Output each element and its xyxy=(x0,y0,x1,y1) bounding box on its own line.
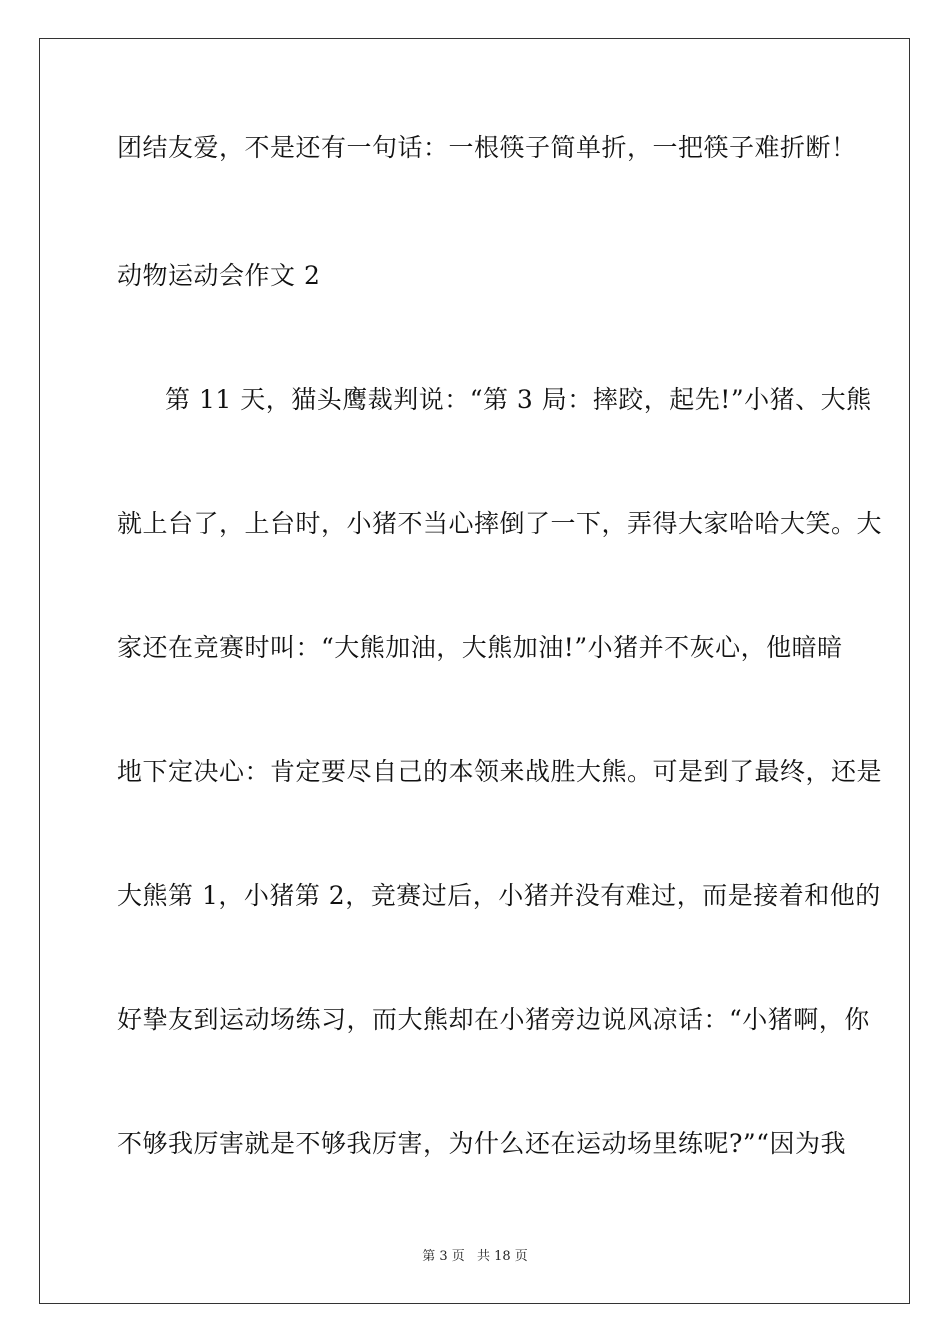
paragraph-line: 家还在竞赛时叫：“大熊加油，大熊加油!”小猪并不灰心，他暗暗 xyxy=(117,633,843,662)
page-footer xyxy=(0,1247,950,1267)
page-number: 第 3 页 xyxy=(422,1249,465,1264)
paragraph-line: 团结友爱，不是还有一句话：一根筷子简单折，一把筷子难折断！ xyxy=(117,133,857,162)
page-total: 共 18 页 xyxy=(476,1249,528,1264)
paragraph-line: 不够我厉害就是不够我厉害，为什么还在运动场里练呢?”“因为我 xyxy=(117,1129,846,1158)
page-frame xyxy=(39,38,910,1304)
paragraph-line: 地下定决心：肯定要尽自己的本领来战胜大熊。可是到了最终，还是 xyxy=(117,757,883,786)
paragraph-line: 第 11 天，猫头鹰裁判说：“第 3 局：摔跤，起先!”小猪、大熊 xyxy=(165,385,872,414)
paragraph-line: 好挚友到运动场练习，而大熊却在小猪旁边说风凉话：“小猪啊，你 xyxy=(117,1005,870,1034)
paragraph-line: 大熊第 1，小猪第 2，竞赛过后，小猪并没有难过，而是接着和他的 xyxy=(117,881,881,910)
paragraph-line: 就上台了，上台时，小猪不当心摔倒了一下，弄得大家哈哈大笑。大 xyxy=(117,509,883,538)
section-heading: 动物运动会作文 2 xyxy=(117,261,321,290)
